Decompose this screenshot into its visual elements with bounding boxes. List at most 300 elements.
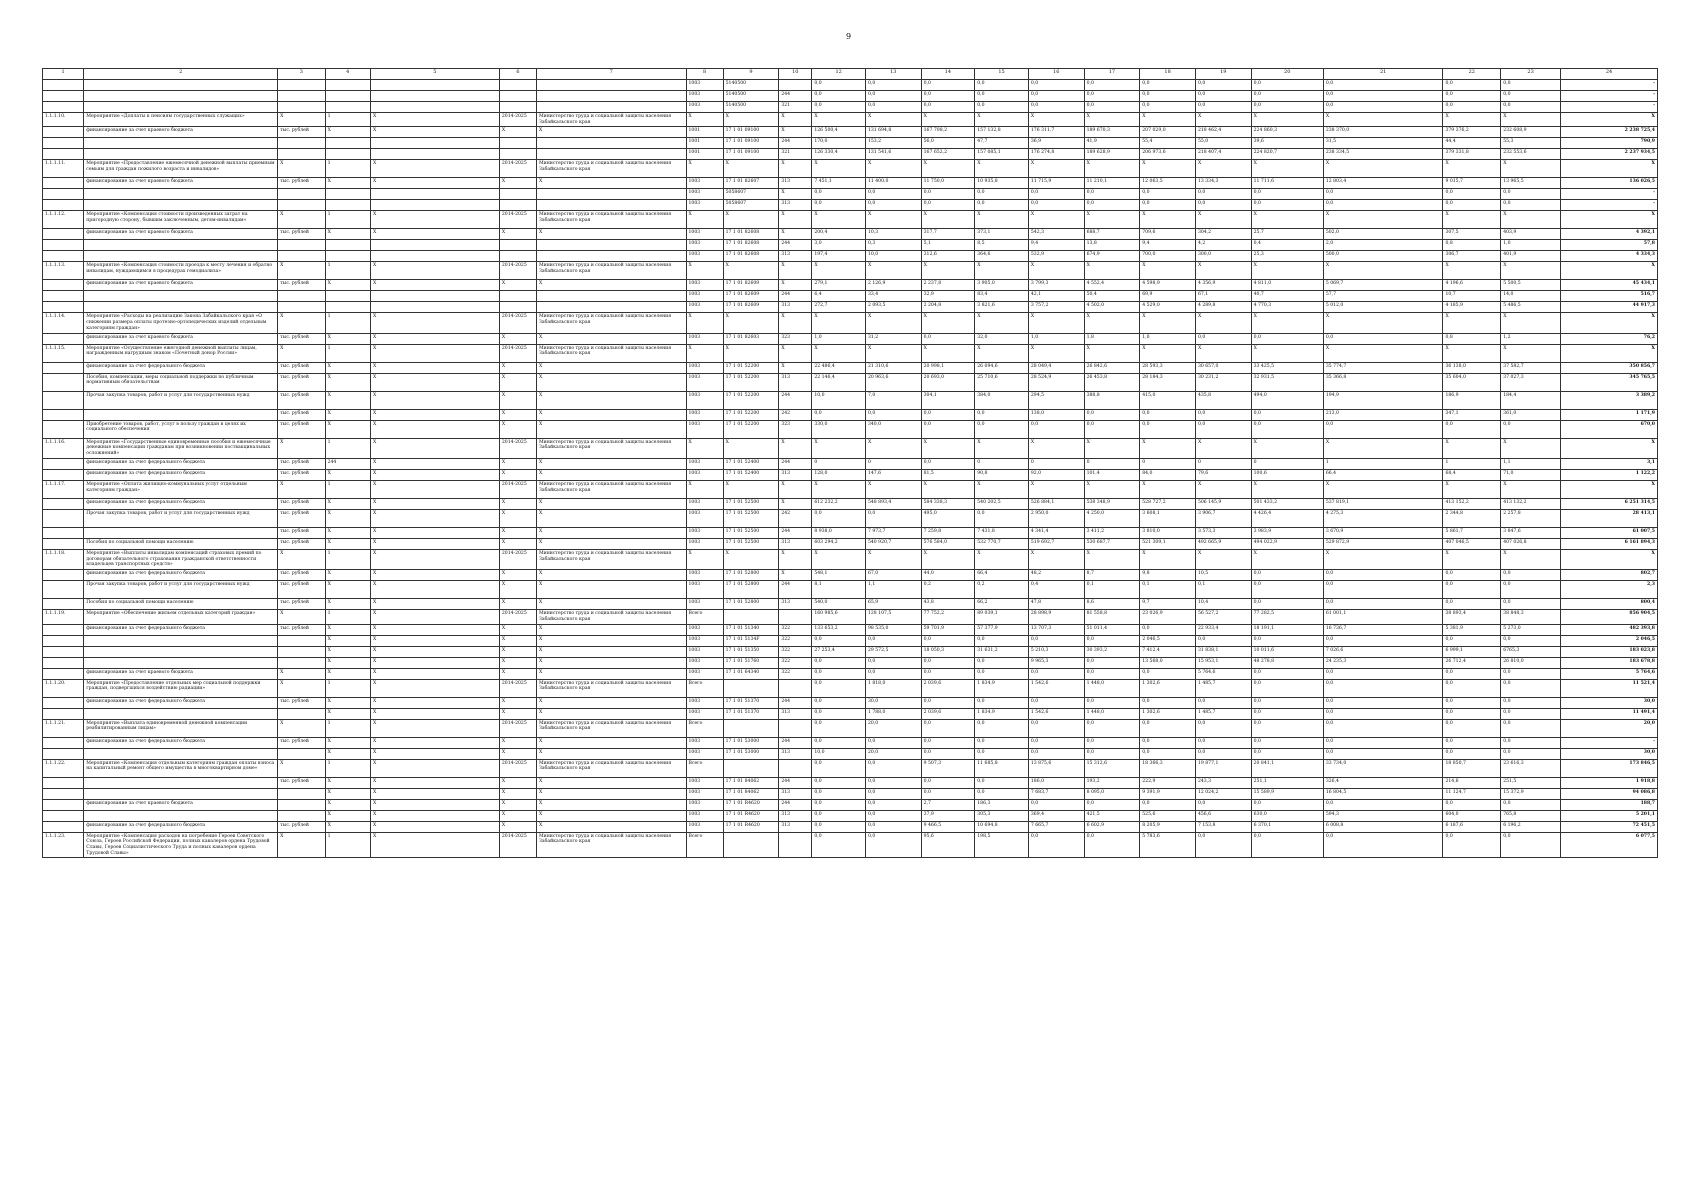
table-cell: Х	[499, 810, 536, 821]
table-cell	[43, 91, 84, 102]
table-cell: Х	[370, 599, 499, 610]
table-cell: Х	[499, 538, 536, 549]
table-cell: 584 338,3	[921, 498, 975, 509]
table-cell: 1003	[686, 509, 723, 527]
table-cell: Х	[1140, 262, 1196, 280]
table-cell: Х	[325, 788, 370, 799]
table-cell: Х	[325, 333, 370, 344]
table-cell: 47,7	[975, 138, 1029, 149]
table-cell: 5 861,7	[1443, 527, 1501, 538]
table-cell: 11 685,8	[975, 759, 1029, 777]
table-cell: 0,0	[1251, 189, 1323, 200]
table-cell: Х	[1251, 480, 1323, 498]
table-cell: 22 486,4	[812, 362, 866, 373]
table-cell: 11 491,4	[1561, 708, 1658, 719]
table-cell: Х	[1084, 113, 1140, 127]
table-cell: 1003	[686, 657, 723, 668]
table-cell: 500,0	[1323, 251, 1443, 262]
table-cell: 1003	[686, 498, 723, 509]
table-cell: 1.1.1.13.	[43, 262, 84, 280]
table-cell: 92,0	[1028, 469, 1084, 480]
table-cell: 4 250,0	[1084, 509, 1140, 527]
table-row	[43, 679, 1658, 697]
table-cell: Х	[1251, 160, 1323, 178]
table-cell: Х	[779, 480, 812, 498]
table-cell: Х	[536, 657, 686, 668]
table-cell	[278, 708, 325, 719]
table-cell: 2014-2025	[499, 113, 536, 127]
table-row	[43, 657, 1658, 668]
table-cell	[84, 646, 278, 657]
column-number-row	[43, 69, 1658, 80]
table-row	[43, 759, 1658, 777]
table-cell: Х	[975, 262, 1029, 280]
table-cell: 540 202,5	[975, 498, 1029, 509]
table-cell: 0,0	[921, 333, 975, 344]
table-cell: Мероприятие «Предоставление отдельных мер социальной поддержки граждан, подвергшихся воздействию радиации»	[84, 679, 278, 697]
table-cell: 10,7	[1443, 291, 1501, 302]
table-row	[43, 777, 1658, 788]
table-cell: 0,0	[921, 91, 975, 102]
table-cell: 2014-2025	[499, 832, 536, 858]
table-cell: Х	[325, 668, 370, 679]
table-cell: 244	[779, 138, 812, 149]
table-cell: 0,0	[1443, 679, 1501, 697]
table-cell: 0,0	[812, 91, 866, 102]
table-cell	[536, 149, 686, 160]
table-cell: 0,0	[865, 777, 921, 788]
table-cell	[499, 302, 536, 313]
table-cell: 0,0	[865, 810, 921, 821]
table-cell: 17 1 01 64340	[723, 668, 779, 679]
table-cell: Х	[370, 113, 499, 127]
table-row	[43, 280, 1658, 291]
table-row	[43, 251, 1658, 262]
table-cell: 313	[779, 599, 812, 610]
table-cell	[84, 138, 278, 149]
table-cell	[84, 788, 278, 799]
table-cell: 0,0	[1501, 799, 1561, 810]
table-cell: 0,0	[1501, 599, 1561, 610]
table-cell: 0,0	[812, 759, 866, 777]
table-cell: 24 235,3	[1323, 657, 1443, 668]
table-cell: 0,0	[1323, 80, 1443, 91]
column-number-16: 16	[1028, 69, 1084, 80]
table-cell: Х	[1195, 344, 1251, 362]
table-cell: Министерство труда и социальной защиты населения Забайкальского края	[536, 113, 686, 127]
table-cell: 12 024,2	[1195, 788, 1251, 799]
table-cell: Х	[1501, 262, 1561, 280]
table-cell: финансирование за счет краевого бюджета	[84, 229, 278, 240]
table-cell: 13 334,3	[1195, 178, 1251, 189]
table-cell: 407 046,5	[1443, 538, 1501, 549]
budget-table	[42, 68, 1658, 858]
table-cell: 1003	[686, 646, 723, 657]
table-cell: 0,0	[1028, 719, 1084, 737]
table-cell: Х	[370, 821, 499, 832]
table-cell: Х	[325, 821, 370, 832]
table-cell: Х	[812, 113, 866, 127]
table-cell: 51 011,4	[1084, 624, 1140, 635]
table-cell: Х	[1323, 438, 1443, 458]
table-cell: тыс. рублей	[278, 624, 325, 635]
table-row	[43, 610, 1658, 624]
table-cell: 20 963,6	[865, 373, 921, 391]
table-cell: 2,0	[1323, 240, 1443, 251]
table-cell: 200,4	[812, 229, 866, 240]
table-cell: тыс. рублей	[278, 697, 325, 708]
table-cell: 0,0	[1323, 697, 1443, 708]
table-row	[43, 581, 1658, 599]
table-cell: 6,4	[812, 291, 866, 302]
table-cell: 0,0	[1251, 599, 1323, 610]
table-cell	[278, 635, 325, 646]
table-cell: 304,1	[921, 391, 975, 409]
table-cell: 528 727,2	[1140, 498, 1196, 509]
table-cell: Х	[779, 229, 812, 240]
table-cell: 0,0	[1323, 333, 1443, 344]
table-cell	[43, 80, 84, 91]
table-cell: 244	[779, 737, 812, 748]
table-cell: Х	[865, 480, 921, 498]
table-cell: 322	[779, 668, 812, 679]
table-cell: 6 077,5	[1561, 832, 1658, 858]
table-cell: 1.1.1.14.	[43, 313, 84, 333]
table-cell	[43, 240, 84, 251]
column-number-20: 20	[1251, 69, 1323, 80]
table-cell	[499, 102, 536, 113]
table-cell: 403,9	[1501, 229, 1561, 240]
table-cell: 4 289,8	[1195, 302, 1251, 313]
table-cell: 1	[325, 480, 370, 498]
table-cell: Х	[779, 160, 812, 178]
table-cell: 81 558,8	[1084, 610, 1140, 624]
table-cell: 1 485,7	[1195, 708, 1251, 719]
table-cell: 11 715,9	[1028, 178, 1084, 189]
table-cell	[370, 149, 499, 160]
table-row	[43, 262, 1658, 280]
table-cell	[536, 102, 686, 113]
table-cell	[84, 635, 278, 646]
table-cell: 5 273,0	[1501, 624, 1561, 635]
table-row	[43, 229, 1658, 240]
table-cell: 0,0	[1323, 668, 1443, 679]
table-cell: тыс. рублей	[278, 599, 325, 610]
table-cell: 492 665,9	[1195, 538, 1251, 549]
table-cell: Х	[499, 821, 536, 832]
table-cell	[43, 127, 84, 138]
table-cell: Х	[278, 668, 325, 679]
table-cell: Х	[686, 211, 723, 229]
column-number-18: 18	[1140, 69, 1196, 80]
table-cell: 35 366,8	[1323, 373, 1443, 391]
table-cell: 15 312,6	[1084, 759, 1140, 777]
table-cell: Х	[370, 420, 499, 438]
table-cell	[43, 409, 84, 420]
table-cell: 7 431,8	[975, 527, 1029, 538]
table-cell: 17 1 01 09100	[723, 127, 779, 138]
table-row	[43, 737, 1658, 748]
table-cell: 0,0	[1028, 102, 1084, 113]
table-cell	[499, 200, 536, 211]
table-cell	[278, 138, 325, 149]
table-cell: 1003	[686, 240, 723, 251]
table-cell: 30 393,2	[1084, 646, 1140, 657]
table-cell: 0,0	[1443, 420, 1501, 438]
table-cell: 0,0	[1323, 708, 1443, 719]
table-cell: 3,1	[1561, 458, 1658, 469]
table-cell: 5 210,3	[1028, 646, 1084, 657]
table-cell: Х	[723, 438, 779, 458]
table-cell: Х	[1028, 113, 1084, 127]
table-cell: 232 608,9	[1501, 127, 1561, 138]
table-cell: 0,0	[1195, 737, 1251, 748]
table-cell: Х	[370, 538, 499, 549]
column-number-3: 3	[278, 69, 325, 80]
table-cell: Х	[1443, 313, 1501, 333]
table-cell: Х	[1561, 549, 1658, 569]
table-cell: 4 598,9	[1140, 280, 1196, 291]
table-cell: 17 1 01 52500	[723, 527, 779, 538]
table-cell: Х	[1140, 211, 1196, 229]
table-cell: 0,0	[865, 509, 921, 527]
table-cell: 5 486,5	[1501, 302, 1561, 313]
table-cell: 1	[325, 262, 370, 280]
table-cell: Х	[325, 748, 370, 759]
table-cell: 15 953,1	[1195, 657, 1251, 668]
table-cell: 0,0	[1501, 668, 1561, 679]
table-cell: 2 093,5	[865, 302, 921, 313]
table-cell: Х	[499, 333, 536, 344]
table-cell: 530 687,7	[1084, 538, 1140, 549]
table-cell: -	[1561, 200, 1658, 211]
table-cell: 11 521,4	[1561, 679, 1658, 697]
table-cell: 1.1.1.19.	[43, 610, 84, 624]
table-cell: 0,0	[865, 799, 921, 810]
table-cell	[43, 189, 84, 200]
table-cell: Прочая закупка товаров, работ и услуг для государственных нужд	[84, 581, 278, 599]
table-cell: Х	[325, 581, 370, 599]
table-cell: 0,0	[1140, 799, 1196, 810]
table-cell: финансирование за счет федерального бюджета	[84, 458, 278, 469]
table-cell: 10 694,8	[975, 821, 1029, 832]
table-cell: Х	[370, 409, 499, 420]
table-cell: 0,0	[1501, 200, 1561, 211]
table-cell: 700,0	[1140, 251, 1196, 262]
table-cell: 17 1 01 82608	[723, 240, 779, 251]
table-cell: 413 132,2	[1501, 498, 1561, 509]
table-cell: Х	[370, 498, 499, 509]
table-cell: 0,0	[975, 102, 1029, 113]
table-cell: 3 821,6	[975, 302, 1029, 313]
table-cell: Х	[779, 189, 812, 200]
table-cell: Х	[1501, 480, 1561, 498]
table-cell: 0,0	[1084, 657, 1140, 668]
table-cell: Х	[325, 810, 370, 821]
table-cell: 0,0	[1501, 189, 1561, 200]
table-cell: 4 392,1	[1561, 229, 1658, 240]
table-cell: 28 593,3	[1140, 362, 1196, 373]
table-cell: Х	[499, 748, 536, 759]
table-cell: 1 834,9	[975, 708, 1029, 719]
table-cell: Х	[1028, 160, 1084, 178]
table-cell: 101,4	[1084, 469, 1140, 480]
table-cell: 1	[325, 211, 370, 229]
table-cell	[43, 646, 84, 657]
table-cell: Х	[370, 127, 499, 138]
table-cell: тыс. рублей	[278, 280, 325, 291]
table-cell: 456,6	[1195, 810, 1251, 821]
table-cell: Х	[1028, 344, 1084, 362]
table-cell: 15 372,9	[1501, 788, 1561, 799]
table-cell	[84, 409, 278, 420]
table-cell: 542,3	[1028, 229, 1084, 240]
table-cell: Мероприятие «Компенсация отдельным категориям граждан оплаты взноса на капитальный ремонт общего имущества в многоквартирном доме»	[84, 759, 278, 777]
table-cell	[278, 80, 325, 91]
table-cell	[325, 138, 370, 149]
table-cell: 384,0	[975, 391, 1029, 409]
table-cell	[278, 251, 325, 262]
table-cell: 17 1 01 52400	[723, 458, 779, 469]
table-cell: 0,0	[1084, 737, 1140, 748]
table-cell	[43, 748, 84, 759]
table-row	[43, 160, 1658, 178]
table-cell: 0,0	[1501, 679, 1561, 697]
table-cell: 709,6	[1140, 229, 1196, 240]
table-cell: 48 278,8	[1251, 657, 1323, 668]
column-number-23: 23	[1501, 69, 1561, 80]
table-cell: 41,9	[1084, 138, 1140, 149]
table-cell: 0,0	[1028, 91, 1084, 102]
table-cell: 11 750,0	[921, 178, 975, 189]
table-cell: 1.1.1.17.	[43, 480, 84, 498]
table-cell: 0,0	[1443, 102, 1501, 113]
table-cell: Х	[779, 113, 812, 127]
table-cell: 8,5	[975, 240, 1029, 251]
table-cell: 495,0	[921, 509, 975, 527]
table-cell: Х	[686, 262, 723, 280]
table-cell: 173 846,5	[1561, 759, 1658, 777]
table-cell	[723, 679, 779, 697]
table-cell: 0,0	[1140, 697, 1196, 708]
table-cell: 0,0	[1028, 635, 1084, 646]
table-cell: Х	[686, 160, 723, 178]
table-cell: Х	[536, 810, 686, 821]
table-cell: 0,0	[975, 697, 1029, 708]
table-cell	[84, 657, 278, 668]
table-cell	[43, 624, 84, 635]
table-row	[43, 91, 1658, 102]
table-cell: 0,0	[1323, 581, 1443, 599]
table-cell: 294,5	[1028, 391, 1084, 409]
table-cell	[499, 291, 536, 302]
table-cell: Х	[812, 262, 866, 280]
table-cell: Х	[1501, 211, 1561, 229]
table-cell: 244	[779, 777, 812, 788]
table-cell	[84, 748, 278, 759]
table-cell	[43, 373, 84, 391]
table-cell	[278, 302, 325, 313]
table-cell: 0,0	[812, 777, 866, 788]
table-cell: 167 652,2	[921, 149, 975, 160]
table-cell: 0,0	[1084, 102, 1140, 113]
table-cell: 1 542,6	[1028, 708, 1084, 719]
table-cell: Х	[686, 344, 723, 362]
table-cell: 1	[325, 313, 370, 333]
table-cell: Х	[536, 624, 686, 635]
table-cell: Х	[1561, 344, 1658, 362]
table-cell	[84, 291, 278, 302]
table-cell: Х	[865, 549, 921, 569]
table-cell: 0,0	[1443, 668, 1501, 679]
table-cell: тыс. рублей	[278, 391, 325, 409]
table-cell: 222,9	[1140, 777, 1196, 788]
table-cell: Х	[370, 679, 499, 697]
table-cell: Х	[499, 668, 536, 679]
table-cell: 0,0	[1323, 102, 1443, 113]
table-row	[43, 549, 1658, 569]
table-cell: 0,0	[1443, 832, 1501, 858]
table-cell: 126 330,4	[812, 149, 866, 160]
table-cell: 18 050,3	[921, 646, 975, 657]
table-cell: Х	[370, 610, 499, 624]
table-cell: 17 1 01 53000	[723, 737, 779, 748]
table-cell: 1003	[686, 200, 723, 211]
table-cell: Х	[536, 737, 686, 748]
table-cell: 340,0	[865, 420, 921, 438]
table-cell: Х	[1251, 211, 1323, 229]
table-cell: Х	[370, 333, 499, 344]
table-cell: 540,0	[812, 599, 866, 610]
table-cell: Х	[278, 610, 325, 624]
column-number-8: 8	[686, 69, 723, 80]
table-cell: 95,6	[921, 832, 975, 858]
table-cell: 0,0	[921, 697, 975, 708]
table-cell: Х	[686, 480, 723, 498]
table-cell: Х	[779, 127, 812, 138]
table-cell: 33 734,0	[1323, 759, 1443, 777]
table-cell: 4 426,4	[1251, 509, 1323, 527]
column-number-2: 2	[84, 69, 278, 80]
table-cell: 6 370,1	[1251, 821, 1323, 832]
table-cell: Х	[370, 581, 499, 599]
table-cell: 1 834,9	[975, 679, 1029, 697]
table-cell: 765,8	[1501, 810, 1561, 821]
table-cell: 98 535,0	[865, 624, 921, 635]
table-cell: Х	[325, 624, 370, 635]
table-cell: Мероприятие «Выплата единовременной денежной компенсации реабилитированным лицам»	[84, 719, 278, 737]
table-cell	[43, 280, 84, 291]
table-cell	[325, 189, 370, 200]
table-cell: Х	[812, 480, 866, 498]
table-cell: Министерство труда и социальной защиты населения Забайкальского края	[536, 160, 686, 178]
table-row	[43, 748, 1658, 759]
table-cell: Х	[1028, 549, 1084, 569]
table-cell: Х	[325, 570, 370, 581]
table-cell: 8 095,0	[1084, 788, 1140, 799]
table-cell: 0,0	[1140, 409, 1196, 420]
table-cell: Х	[1251, 262, 1323, 280]
table-cell: Х	[370, 362, 499, 373]
table-cell: 30 231,2	[1195, 373, 1251, 391]
table-cell: -	[1561, 189, 1658, 200]
table-cell: 57,7	[1323, 291, 1443, 302]
table-cell	[84, 189, 278, 200]
table-cell: 17 1 01 52800	[723, 581, 779, 599]
table-cell: 0,0	[1140, 719, 1196, 737]
table-cell: 0,0	[812, 832, 866, 858]
table-cell: 1003	[686, 777, 723, 788]
